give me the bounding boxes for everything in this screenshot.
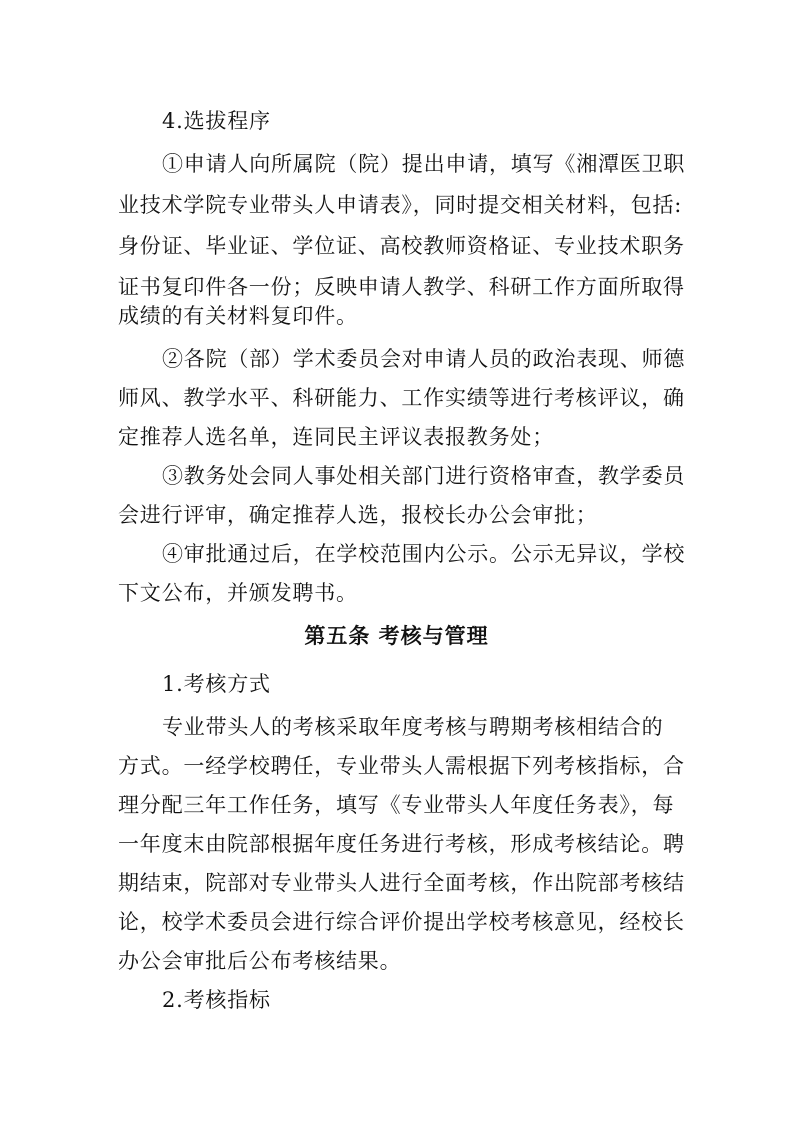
procedure-step-4-line-1: ④审批通过后，在学校范围内公示。公示无异议，学校 <box>162 542 686 566</box>
assessment-method-line-3: 理分配三年工作任务，填写《专业带头人年度任务表》，每 <box>118 793 675 817</box>
procedure-step-1-line-1: ①申请人向所属院（院）提出申请，填写《湘潭医卫职 <box>162 152 686 176</box>
procedure-step-3-line-2: 会进行评审，确定推荐人选，报校长办公会审批； <box>118 503 598 527</box>
procedure-step-1-line-2: 业技术学院专业带头人申请表》，同时提交相关材料，包括: <box>118 193 683 217</box>
assessment-method-line-6: 论，校学术委员会进行综合评价提出学校考核意见，经校长 <box>118 910 685 934</box>
procedure-step-2-line-2: 师风、教学水平、科研能力、工作实绩等进行考核评议，确 <box>118 386 685 410</box>
assessment-method-line-7: 办公会审批后公布考核结果。 <box>118 949 402 973</box>
item-1-title: 1.考核方式 <box>162 672 271 696</box>
assessment-method-line-2: 方式。一经学校聘任，专业带头人需根据下列考核指标，合 <box>118 754 685 778</box>
assessment-method-line-4: 一年度末由院部根据年度任务进行考核，形成考核结论。聘 <box>118 832 685 856</box>
procedure-step-2-line-3: 定推荐人选名单，连同民主评议表报教务处； <box>118 425 554 449</box>
assessment-method-line-5: 期结束，院部对专业带头人进行全面考核，作出院部考核结 <box>118 871 685 895</box>
item-2-title: 2.考核指标 <box>162 988 271 1012</box>
assessment-method-line-1: 专业带头人的考核采取年度考核与聘期考核相结合的 <box>162 715 664 739</box>
procedure-step-1-line-3: 身份证、毕业证、学位证、高校教师资格证、专业技术职务 <box>118 234 685 258</box>
procedure-step-1-line-4: 证书复印件各一份；反映申请人教学、科研工作方面所取得 <box>118 275 685 299</box>
procedure-step-1-line-5: 成绩的有关材料复印件。 <box>118 304 358 328</box>
section-title-selection-procedure: 4.选拔程序 <box>162 109 271 133</box>
procedure-step-4-line-2: 下文公布，并颁发聘书。 <box>118 581 358 605</box>
article-5-heading: 第五条 考核与管理 <box>304 624 489 648</box>
procedure-step-2-line-1: ②各院（部）学术委员会对申请人员的政治表现、师德 <box>162 347 686 371</box>
procedure-step-3-line-1: ③教务处会同人事处相关部门进行资格审查，教学委员 <box>162 464 686 488</box>
